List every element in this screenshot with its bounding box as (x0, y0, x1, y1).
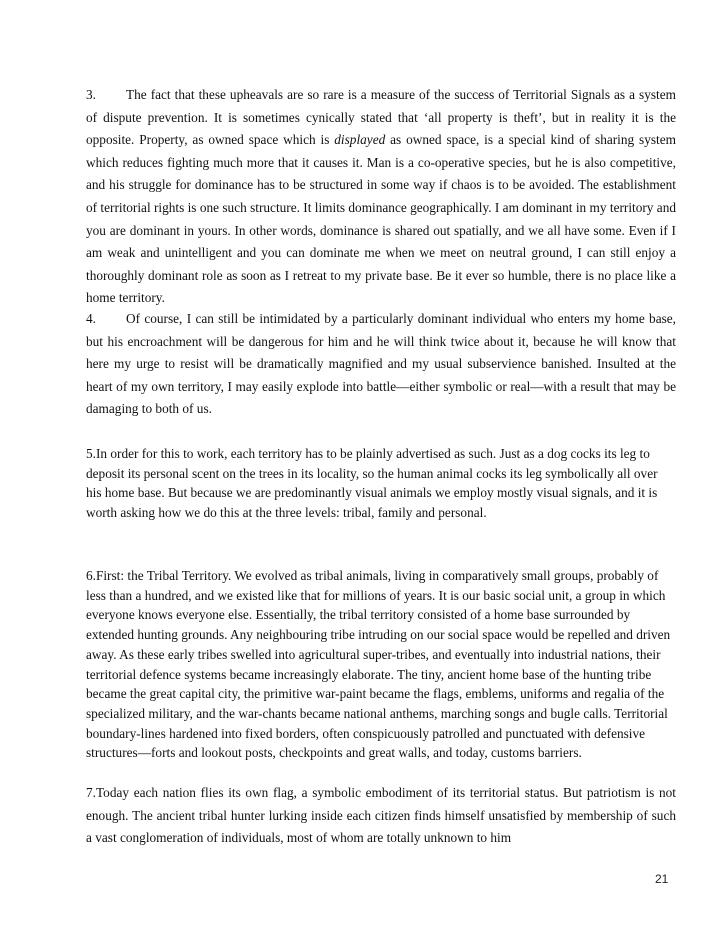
paragraph-7: 7.Today each nation flies its own flag, a symbolic embodiment of its territorial status. But patriotism is not enough. The ancient tribal hunter lurking inside each citizen finds himself unsatisfied by membership of such a vast conglomeration of individuals, most of whom are totally unknown to him (86, 785, 676, 846)
paragraph-5: 5.In order for this to work, each territory has to be plainly advertised as such. Just as a dog cocks its leg to deposit its personal scent on the trees in its locality, so the human animal cocks its leg symbolically all over his home base. But because we are predominantly visual animals we employ mostly visual signals, and it is worth asking how we do this at the three levels: tribal, family and personal. (86, 446, 658, 521)
paragraph-3-text-b: as owned space, is a special kind of sharing system which reduces fighting much more that it causes it. Man is a co-operative species, but he is also competitive, and his struggle for dominance has to be structured in some way if chaos is to be avoided. The establishment of territorial rights is one such structure. It limits dominance geographically. I am dominant in my territory and you are dominant in yours. In other words, dominance is shared out spatially, and we all have some. Even if I am weak and unintelligent and you can dominate me when we meet on neutral ground, I can still enjoy a thoroughly dominant role as soon as I retreat to my private base. Be it ever so humble, there is no place like a home territory. (86, 132, 676, 306)
paragraph-3-italic-word: displayed (334, 132, 386, 148)
paragraph-3 (86, 84, 676, 310)
paragraph-4-number: 4. (86, 311, 96, 326)
paragraph-3-text-a: The fact that these upheavals are so rare is a measure of the success of Territorial Signals as a system of dispute prevention. It is sometimes cynically stated that ‘all property is theft’, but in reality it is the opposite. Property, as owned space which is (86, 87, 676, 148)
paragraph-4-text: Of course, I can still be intimidated by a particularly dominant individual who enters my home base, but his encroachment will be dangerous for him and he will think twice about it, because he will know that here my urge to resist will be dramatically magnified and my usual subservience banished. Insulted at the heart of my own territory, I may easily explode into battle—either symbolic or real—with a result that may be damaging to both of us. (86, 311, 676, 417)
paragraph-3-number: 3. (86, 87, 96, 102)
paragraph-4 (86, 308, 676, 421)
paragraph-6: 6.First: the Tribal Territory. We evolved as tribal animals, living in comparatively small groups, probably of less than a hundred, and we existed like that for millions of years. It is our basic social unit, a group in which everyone knows everyone else. Essentially, the tribal territory consisted of a home base surrounded by extended hunting grounds. Any neighbouring tribe intruding on our social space would be repelled and driven away. As these early tribes swelled into agricultural super-tribes, and eventually into industrial nations, their territorial defence systems became increasingly elaborate. The tiny, ancient home base of the hunting tribe became the great capital city, the primitive war-paint became the flags, emblems, uniforms and regalia of the specialized military, and the war-chants became national anthems, marching songs and bugle calls. Territorial boundary-lines hardened into fixed borders, often conspicuously patrolled and punctuated with defensive structures—forts and lookout posts, checkpoints and great walls, and today, customs barriers. (86, 568, 671, 761)
page-number: 21 (655, 872, 669, 886)
